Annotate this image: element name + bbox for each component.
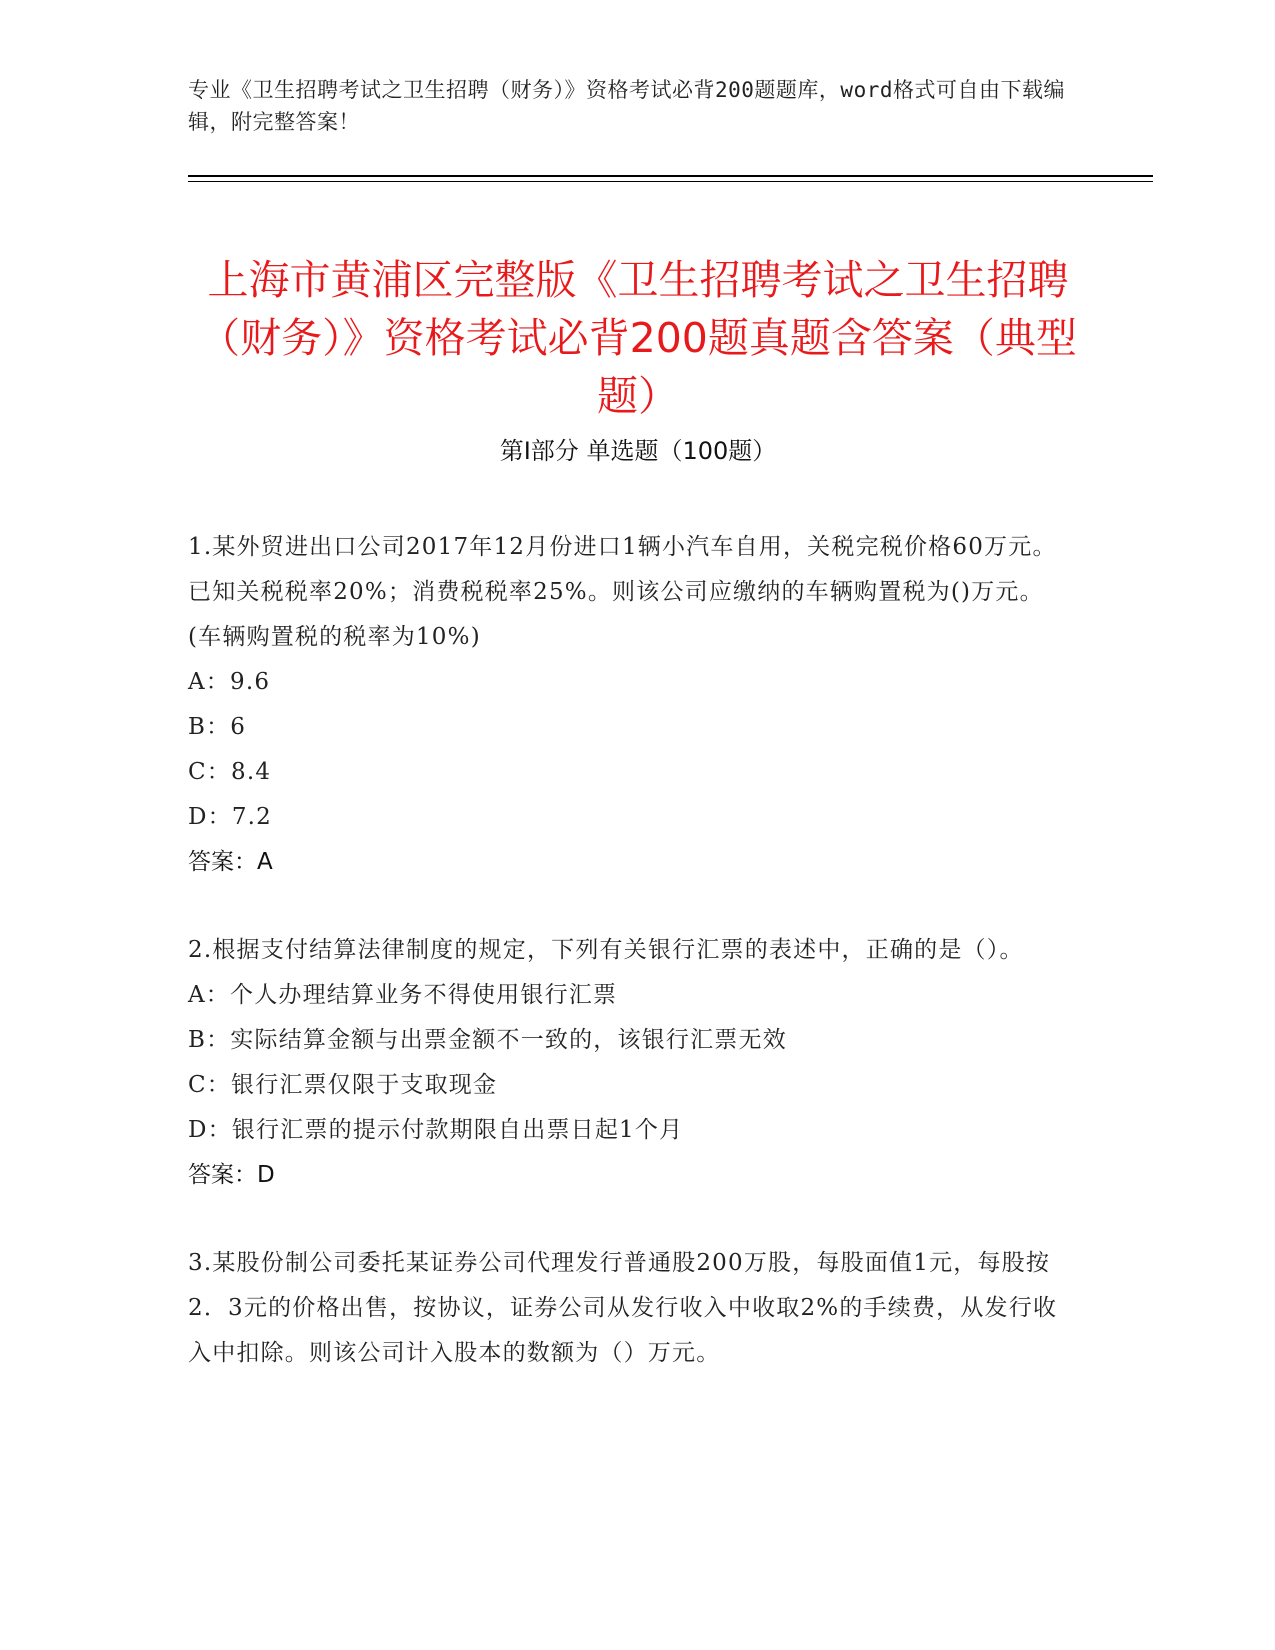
answer-line: 答案：A [188,849,273,875]
document-title: 上海市黄浦区完整版《卫生招聘考试之卫生招聘（财务）》资格考试必背200题真题含答案（典型题） [199,256,1077,421]
question-1 [188,525,1068,885]
question-stem: 1.某外贸进出口公司2017年12月份进口1辆小汽车自用，关税完税价格60万元。已知关税税率20%；消费税税率25%。则该公司应缴纳的车辆购置税为()万元。(车辆购置税的税率为10%) [188,534,1057,650]
option-d: D：7.2 [188,804,273,830]
option-d: D：银行汇票的提示付款期限自出票日起1个月 [188,1117,684,1143]
answer-line: 答案：D [188,1162,275,1188]
question-stem: 2.根据支付结算法律制度的规定，下列有关银行汇票的表述中，正确的是（）。 [188,937,1024,963]
section-heading: 第I部分 单选题（100题） [499,437,777,465]
question-stem: 3.某股份制公司委托某证券公司代理发行普通股200万股，每股面值1元，每股按2．3元的价格出售，按协议，证券公司从发行收入中收取2%的手续费，从发行收入中扣除。则该公司计入股本的数额为（）万元。 [188,1250,1058,1366]
header-note: 专业《卫生招聘考试之卫生招聘（财务）》资格考试必背200题题库，word格式可自由下载编辑，附完整答案！ [188,78,1065,134]
option-b: B：6 [188,714,247,740]
option-a: A：9.6 [188,669,271,695]
option-c: C：8.4 [188,759,272,785]
option-c: C：银行汇票仅限于支取现金 [188,1072,498,1098]
header-divider-thick [188,175,1153,177]
option-b: B：实际结算金额与出票金额不一致的，该银行汇票无效 [188,1027,787,1053]
question-3 [188,1241,1068,1376]
header-divider-thin [188,181,1153,182]
question-list [188,525,1068,1419]
option-a: A：个人办理结算业务不得使用银行汇票 [188,982,618,1008]
question-2 [188,928,1068,1198]
